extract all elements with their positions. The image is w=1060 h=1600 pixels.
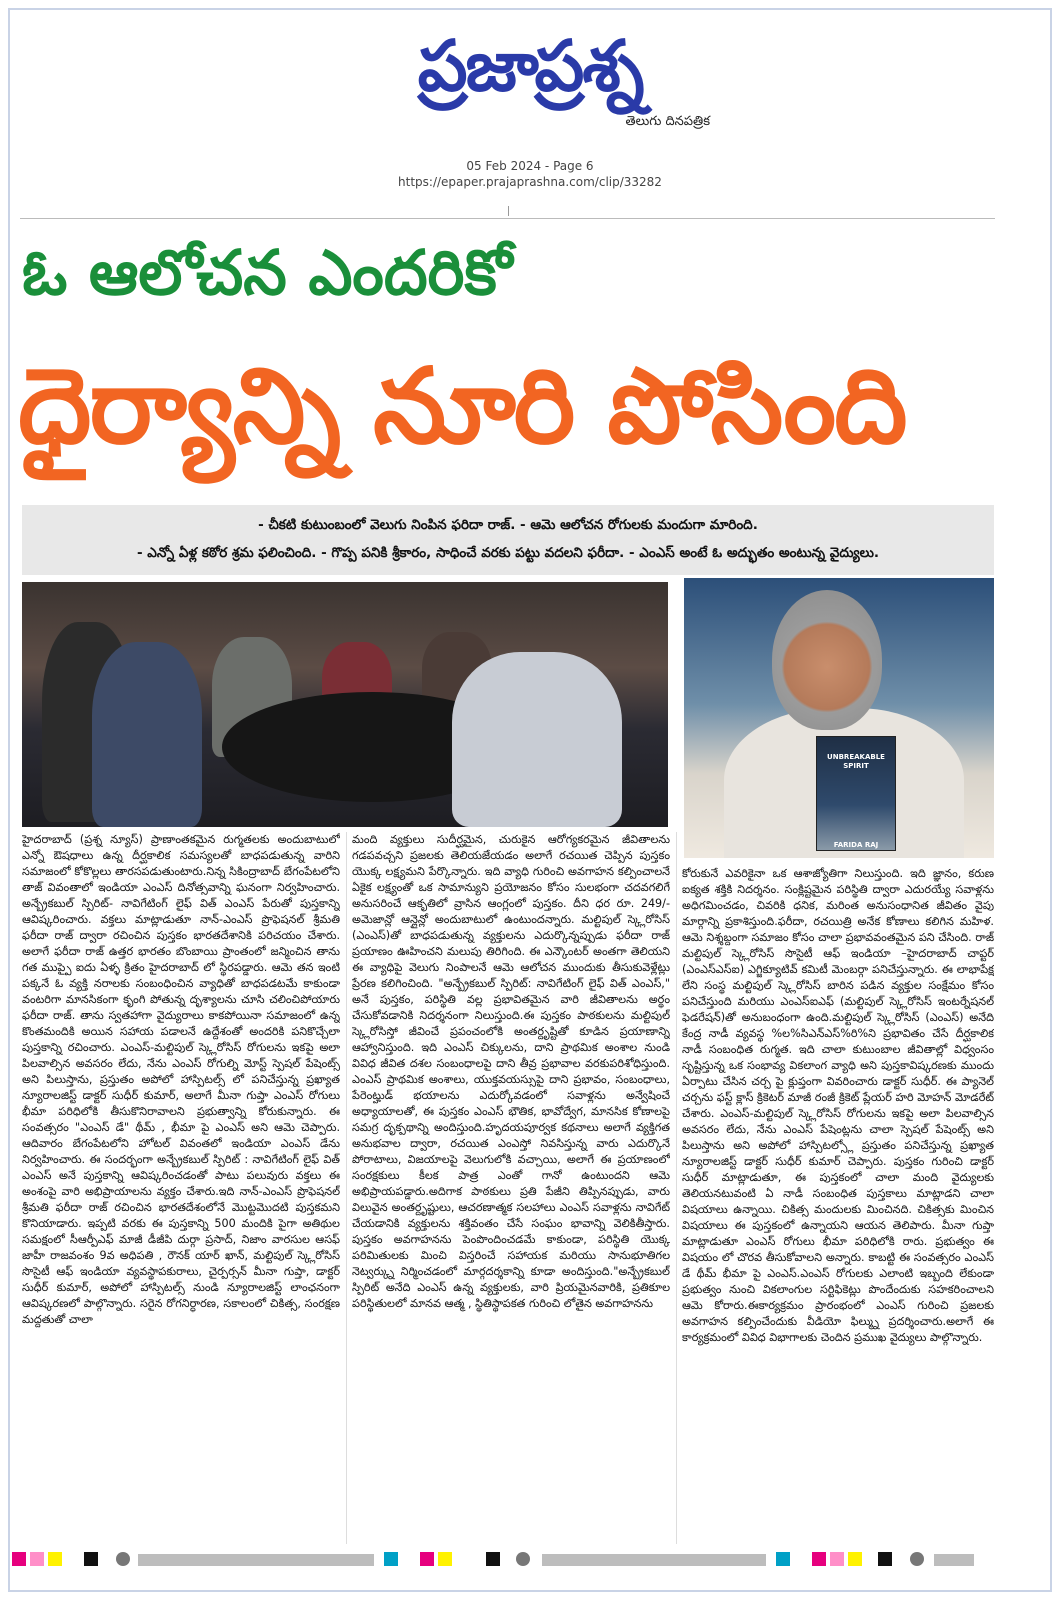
column-divider-1 [346,832,347,1544]
masthead-subtitle: తెలుగు దినపత్రిక [625,114,710,129]
article-column-2: మంది వ్యక్తులు సుదీర్ఘమైన, చురుకైన ఆరోగ్యకరమైన జీవితాలను గడపవచ్చని ప్రజలకు తెలియజేయడం అలాగే రచయిత చెప్పిన పుస్తకం యొక్క లక్ష్యమని పేర్కొన్నారు. ఇది వ్యాధి గురించి అవగాహన కల్పించాలనే ఏకైక లక్ష్యంతో ఒక సామాన్యుని ప్రయోజనం కోసం సులభంగా చదవగలిగే అనుసరించే ఆకృతిలో వ్రాసిన ఆంగ్లంలో పుస్తకం. దీని ధర రూ. 249/- అమెజాన్లో ఆన్లైన్లో అందుబాటులో ఉంటుందన్నారు. మల్టిపుల్ స్క్లెరోసిస్ (ఎంఎస్)తో బాధపడుతున్న వ్యక్తులను ఎదుర్కొన్నప్పుడు ఫరీదా రాజ్ ప్రయాణం ఊహించని మలుపు తిరిగింది. ఈ ఎన్కౌంటర్ అంతగా తెలియని ఈ వ్యాధిపై వెలుగు నింపాలనే ఆమె ఆలోచన ముందుకు తీసుకువెళ్లేట్లు ప్రేరణ కలిగించింది. "అన్బ్రేకబుల్ స్పిరిట్: నావిగేటింగ్ లైఫ్ విత్ ఎంఎస్," అనే పుస్తకం, పరిస్థితి వల్ల ప్రభావితమైన వారి జీవితాలను అర్థం చేసుకోవడానికి నిదర్శనంగా నిలుస్తుంది.ఈ పుస్తకం పాఠకులను మల్టిపుల్ స్క్లెరోసిస్తో జీవించే ప్రపంచంలోకి అంతర్దృష్టితో కూడిన ప్రయాణాన్ని ఆహ్వానిస్తుంది. ఇది ఎంఎస్ చిక్కులను, దాని ప్రాథమిక అంశాల నుండి వివిధ జీవిత దశల సంబంధాలపై దాని తీవ్ర ప్రభావాల వరకుపరిశోధిస్తుంది. ఎంఎస్ ప్రాథమిక అంశాలు, యుక్తవయస్సుపై దాని ప్రభావం, సంబంధాలు, పేరెంట్హుడ్ భయాలను ఎదుర్కోవడంలో సవాళ్లను అన్వేషించే అధ్యాయాలతో, ఈ పుస్తకం ఎంఎస్ భౌతిక, భావోద్వేగ, మానసిక కోణాలపై సమగ్ర దృక్పథాన్ని అందిస్తుంది.హృదయపూర్వక కథనాలు అలాగే వ్యక్తిగత అనుభవాల ద్వారా, రచయిత ఎంఎస్తో నివసిస్తున్న వారు ఎదుర్కొనే పోరాటాలు, విజయాలపై వెలుగులోకి వచ్చాయి, అలాగే ఈ ప్రయాణంలో సంరక్షకులు కీలక పాత్ర ఎంతో గానో ఉంటుందని ఆమె అభిప్రాయపడ్డారు.అదిగాక పాఠకులు ప్రతి పేజీని తిప్పినప్పుడు, వారు విలువైన అంతర్దృష్టులు, ఆచరణాత్మక సలహాలు ఎంఎస్ సవాళ్లను నావిగేట్ చేయడానికి వ్యక్తులను శక్తివంతం చేసే సంఘం భావాన్ని వెలికితీస్తారు. పుస్తకం అవగాహనను పెంపొందించడమే కాకుండా, పరిస్థితి యొక్క పరిమితులకు మించి విస్తరించే సహాయక మరియు సానుభూతిగల నెట్వర్క్ను నిర్మించడంలో మార్గదర్శకాన్ని కూడా అందిస్తుంది."అన్బ్రేకబుల్ స్పిరిట్ అనేది ఎంఎస్ ఉన్న వ్యక్తులకు, వారి ప్రియమైనవారికి, ప్రతికూల పరిస్థితులలో మానవ ఆత్మ , స్థితిస్థాపకత గురించి లోతైన అవగాహనను [352,833,670,1310]
column-divider-2 [676,832,677,1544]
article-column-3: కోరుకునే ఎవరికైనా ఒక ఆశాజ్యోతిగా నిలుస్తుంది. ఇది జ్ఞానం, కరుణ ఐక్యత శక్తికి నిదర్శనం. సంక్లిష్టమైన పరిస్థితి ద్వారా ఎదురయ్యే సవాళ్లను అధిగమించడం, చివరికి ధనిక, మరింత అనుసంధానిత జీవితం వైపు మార్గాన్ని ప్రకాశిస్తుంది.ఫరీదా, రచయిత్రి అనేక కోణాలు కలిగిన మహిళ. ఆమె నిశ్శబ్దంగా సమాజం కోసం చాలా ప్రభావవంతమైన పని చేసింది. రాజ్ మల్టిపుల్ స్క్లెరోసిస్ సొసైటీ ఆఫ్ ఇండియా –హైదరాబాద్ చాప్టర్ (ఎంఎస్ఎస్ఐ) ఎగ్జిక్యూటివ్ కమిటీ మెంబర్గా పనిచేస్తున్నారు. ఈ లాభాపేక్ష లేని సంస్థ మల్టిపుల్ స్క్లెరోసిస్ బారిన పడిన వ్యక్తుల సంక్షేమం కోసం పనిచేస్తుంది మరియు ఎంఎస్ఐఎఫ్ (మల్టిపుల్ స్క్లెరోసిస్ ఇంటర్నేషనల్ ఫెడరేషన్)తో అనుబంధంగా ఉంది.మల్టిపుల్ స్క్లెరోసిస్ (ఎంఎస్) అనేది కేంద్ర నాడీ వ్యవస్థ %ల%సిఎన్ఎస్%రి%ని ప్రభావితం చేసే దీర్ఘకాలిక నాడీ సంబంధిత రుగ్మత. ఇది చాలా కుటుంబాల జీవితాల్లో విధ్వంసం సృష్టిస్తున్న ఒక సంభావ్య వికలాంగ వ్యాధి అని పుస్తకావిష్కరణకు ముందు ఏర్పాటు చేసిన చర్చ పై క్లుప్తంగా వివరించారు డాక్టర్ సుధీర్. ఈ ప్యానెల్ చర్చను ఫస్ట్ క్లాస్ క్రికెటర్ మాజీ రంజీ క్రికెట్ ప్లేయర్ హరి మోహన్ మోడరేట్ చేశారు. ఎంఎస్-మల్టిపుల్ స్క్లెరోసిస్ రోగులను ఇకపై అలా పిలవాల్సిన అవసరం లేదు, నేను ఎంఎస్ పేషెంట్లను చాలా స్పెషల్ పేషెంట్స్ అని పిలుస్తాను అని అపోలో హాస్పిటల్స్లో ప్రస్తుతం పనిచేస్తున్న ప్రఖ్యాత న్యూరాలజిస్ట్ డాక్టర్ సుధీర్ కుమార్ చెప్పారు. పుస్తకం గురించి డాక్టర్ సుధీర్ మాట్లాడుతూ, ఈ పుస్తకంలో చాలా మంది వైద్యులకు తెలియనటువంటి ఏ నాడీ సంబంధిత పుస్తకాలు మాట్లాడని చాలా విషయాలు ఉన్నాయి. చికిత్స మందులకు మించినది. చికిత్సకు మించిన విషయాలు ఈ పుస్తకంలో ఉన్నాయని ఆయన తెలిపారు. మీనా గుప్తా మాట్లాడుతూ ఎంఎస్ రోగులు భీమా పరిధిలోకి రారు. ప్రభుత్వం ఈ విషయం లో చొరవ తీసుకోవాలని అన్నారు. కాబట్టి ఈ సంవత్సరం ఎంఎస్ డే థీమ్ భీమా పై ఎంఎస్.ఎంఎస్ రోగులకు ఎలాంటి ఇబ్బంది లేకుండా ప్రభుత్వం నుంచి వికలాంగుల సర్టిఫికెట్లు పొందేందుకు సహకరించాలని ఆమె కోరారు.ఈకార్యక్రమం ప్రారంభంలో ఎంఎస్ గురించి ప్రజలకు అవగాహన కల్పించేందుకు వీడియో ఫిల్మ్ను ప్రదర్శించారు.అలాగే ఈ కార్యక్రమంలో వివిధ విభాగాలకు చెందిన ప్రముఖ వైద్యులు పాల్గొన్నారు. [682,867,994,1344]
event-audience-photo [22,582,668,827]
subhead-line-2: - ఎన్నో ఏళ్ల కఠోర శ్రమ ఫలించింది. - గొప్ప పనికి శ్రీకారం, సాధించే వరకు పట్టు వదలని ఫరీదా. - ఎంఎస్ అంటే ఓ అద్భుతం అంటున్న వైద్యులు. [136,545,880,561]
edition-date-page: 05 Feb 2024 - Page 6 [466,159,594,173]
headline-main: ధైర్యాన్ని నూరి పోసింది [18,345,906,467]
subheads-box [22,505,994,575]
masthead-title: ప్రజాప్రశ్న [417,25,643,107]
divider-tick [508,206,509,216]
book-cover [816,736,896,851]
edition-url[interactable]: https://epaper.prajaprashna.com/clip/33282 [398,175,662,189]
headline-kicker: ఓ ఆలోచన ఎందరికో [22,236,513,309]
author-portrait-photo [684,578,994,858]
article-column-1: హైదరాబాద్ (ప్రశ్న న్యూస్) ప్రాణాంతకమైన రుగ్మతలకు అందుబాటులో ఎన్నో ఔషధాలు ఉన్న దీర్ఘకాలిక సమస్యలతో బాధపడుతున్న వారిని సమాజంలో కోకొల్లలు తారసపడుతుంటారు.నిన్న సికింద్రాబాద్ బేగంపేటలోని తాజ్ వివంతాలో ఇండియా ఎంఎస్ దినోత్సవాన్ని ఘనంగా నిర్వహించారు. అన్బ్రేకబుల్ స్పిరిట్- నావిగేటింగ్ లైఫ్ విత్ ఎంఎస్ పేరుతో పుస్తకాన్ని ఆవిష్కరించారు. వక్తలు మాట్లాడుతూ నాన్-ఎంఎస్ ప్రొఫెషనల్ శ్రీమతి ఫరీదా రాజ్ ద్వారా రచించిన పుస్తకం భారతదేశానికి పరిచయం చేశారు. అలాగే ఫరీదా రాజ్ ఉత్తర భారతం బొంబాయి ప్రాంతంలో జన్మించిన తాను గత ముప్పై ఐదు ఏళ్ళ క్రితం హైదరాబాద్ లో స్థిరపడ్డారు. ఆమె తన ఇంటి పక్కనే ఓ వ్యక్తి నరాలకు సంబంధించిన వ్యాధితో బాధపడటమే కాకుండా వంటరిగా మానసికంగా కృంగి పోతున్న దృశ్యాలను చూసి చలించిపోయారు ఫరీదా రాజ్. తాను స్వతహాగా వైద్యురాలు కాకపోయినా సమాజంలో ఉన్న కొంతమందికి అయిన సహాయ పడాలనే ఉద్దేశంతో అందరికి పనికొచ్చేలా పుస్తకాన్ని రచించారు. ఎంఎస్-మల్టిపుల్ స్క్లెరోసిస్ రోగులను ఇకపై అలా పిలవాల్సిన అవసరం లేదు, నేను ఎంఎస్ రోగుల్ని మోస్ట్ స్పెషల్ పేషెంట్స్ అని పిలుస్తాను, ప్రస్తుతం అపోలో హాస్పిటల్స్ లో పనిచేస్తున్న ప్రఖ్యాత న్యూరాలజిస్ట్ డాక్టర్ సుధీర్ కుమార్, అలాగే మీనా గుప్తా ఎంఎస్ రోగులు భీమా పరిధిలోకి తీసుకొనిరావాలని ప్రభుత్వాన్ని కోరుకున్నారు. ఈ సంవత్సరం "ఎంఎస్ డే" థీమ్ , భీమా పై ఎంఎస్ అని ఆమె చెప్పారు. ఆదివారం బేగంపేటలోని హోటల్ వివంతలో ఇండియా ఎంఎస్ డేను నిర్వహించారు. ఈ సందర్భంగా అన్బ్రేకబుల్ స్పిరిట్ : నావిగేటింగ్ లైఫ్ విత్ ఎంఎస్ అనే పుస్తకాన్ని ఆవిష్కరించడంతో పాటు పలువురు వక్తలు ఈ అంశంపై వారి అభిప్రాయాలను వ్యక్తం చేశారు.ఇది నాన్-ఎంఎస్ ప్రొఫెషనల్ శ్రీమతి ఫరీదా రాజ్ రచించిన భారతదేశంలోనే మొట్టమొదటి పుస్తకమని కొనియాడారు. ఇప్పటి వరకు ఈ పుస్తకాన్ని 500 మందికి పైగా అతిథుల సమక్షంలో సీఆర్పీఎఫ్ మాజీ డీజీపి దుర్గా ప్రసాద్, నిజాం వారసుల ఆసఫ్ జాహీ రాజవంశం 9వ అధిపతి , రౌనక్ యార్ ఖాన్, మల్టిపుల్ స్క్లెరోసిస్ సొసైటీ ఆఫ్ ఇండియా వ్యవస్థాపకురాలు, చైర్పర్సన్ మీనా గుప్తా, డాక్టర్ సుధీర్ కుమార్, అపోలో హాస్పిటల్స్ నుండి న్యూరాలజిస్ట్ లాంఛనంగా ఆవిష్కరణలో పాల్గొన్నారు. సరైన రోగనిర్ధారణ, సకాలంలో చికిత్స, సంరక్షణ మద్దతుతో చాలా [22,833,340,1326]
masthead [330,20,730,140]
subhead-line-1: - చీకటి కుటుంబంలో వెలుగు నింపిన ఫరిదా రాజ్. - ఆమె ఆలోచన రోగులకు మందుగా మారింది. [258,517,758,533]
top-rule [20,218,995,219]
author-face [772,590,882,730]
edition-info [0,158,1060,190]
book-author: FARIDA RAJ [833,841,879,849]
book-title: UNBREAKABLE SPIRIT [827,753,885,770]
